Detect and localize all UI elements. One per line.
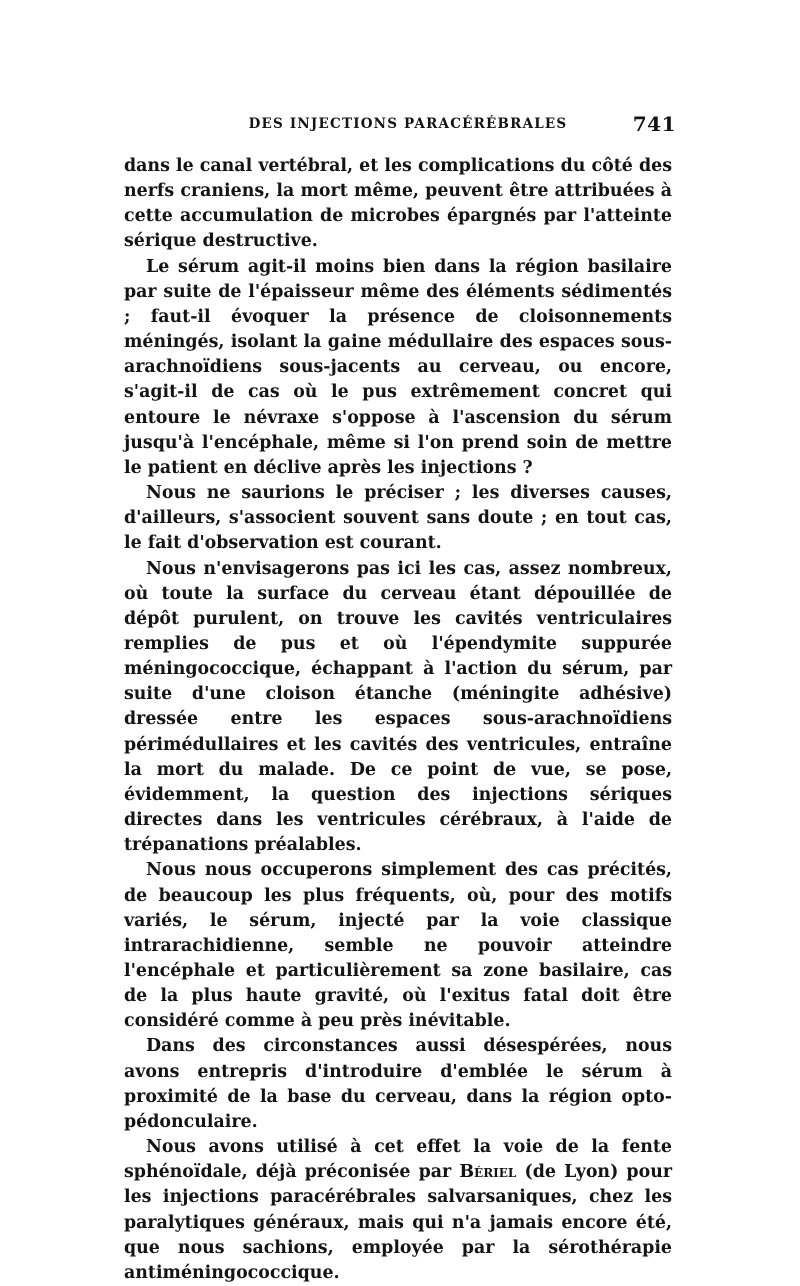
page-number: 741 <box>632 112 676 136</box>
paragraph-4: Nous n'envisagerons pas ici les cas, assez nombreux, où toute la surface du cerveau étant dépouillée de dépôt purulent, on trouve les cavités ventriculaires remplies de pus et où l'épendymite suppurée méningococcique, échappant à l'action du sérum, par suite d'une cloison étanche (méningite adhésive) dressée entre les espaces sous-arachnoïdiens périmédullaires et les cavités des ventricules, entraîne la mort du malade. De ce point de vue, se pose, évidemment, la question des injections sériques directes dans les ventricules cérébraux, à l'aide de trépanations préalables. <box>124 558 672 856</box>
paragraph-5: Nous nous occuperons simplement des cas précités, de beaucoup les plus fréquents, où, pour des motifs variés, le sérum, injecté par la voie classique intrarachidienne, semble ne pouvoir atteindre l'encéphale et particulièrement sa zone basilaire, cas de la plus haute gravité, où l'exitus fatal doit être considéré comme à peu près inévitable. <box>124 860 672 1032</box>
paragraph-6: Dans des circonstances aussi désespérées, nous avons entrepris d'introduire d'emblée le sérum à proximité de la base du cerveau, dans la région opto-pédonculaire. <box>124 1036 672 1132</box>
paragraph-3: Nous ne saurions le préciser ; les diverses causes, d'ailleurs, s'associent souvent sans doute ; en tout cas, le fait d'observation est courant. <box>124 483 672 554</box>
page-header <box>124 112 680 138</box>
paragraph-1: dans le canal vertébral, et les complications du côté des nerfs craniens, la mort même, peuvent être attribuées à cette accumulation de microbes épargnés par l'atteinte sérique destructive. <box>124 156 672 252</box>
author-name: Bériel <box>459 1162 517 1183</box>
paragraph-2: Le sérum agit-il moins bien dans la région basilaire par suite de l'épaisseur même des éléments sédimentés ; faut-il évoquer la présence de cloisonnements méningés, isolant la gaine médullaire des espaces sous-arachnoïdiens sous-jacents au cerveau, ou encore, s'agit-il de cas où le pus extrêmement concret qui entoure le névraxe s'oppose à l'ascension du sérum jusqu'à l'encéphale, même si l'on prend soin de mettre le patient en déclive après les injections ? <box>124 256 672 478</box>
paragraph-7 <box>124 1135 672 1286</box>
running-head: DES INJECTIONS PARACÉRÉBRALES <box>248 116 568 132</box>
paragraph-7-end: (de Lyon) pour les injections paracérébrales salvarsaniques, chez les paralytiques généraux, mais qui n'a jamais encore été, que nous sachions, employée par la sérothérapie antiméningococcique. <box>124 1162 673 1283</box>
paragraph-7-start: Nous avons utilisé à cet effet la voie de la fente sphénoïdale, déjà préconisée par <box>124 1137 672 1183</box>
body-text <box>124 154 672 1286</box>
